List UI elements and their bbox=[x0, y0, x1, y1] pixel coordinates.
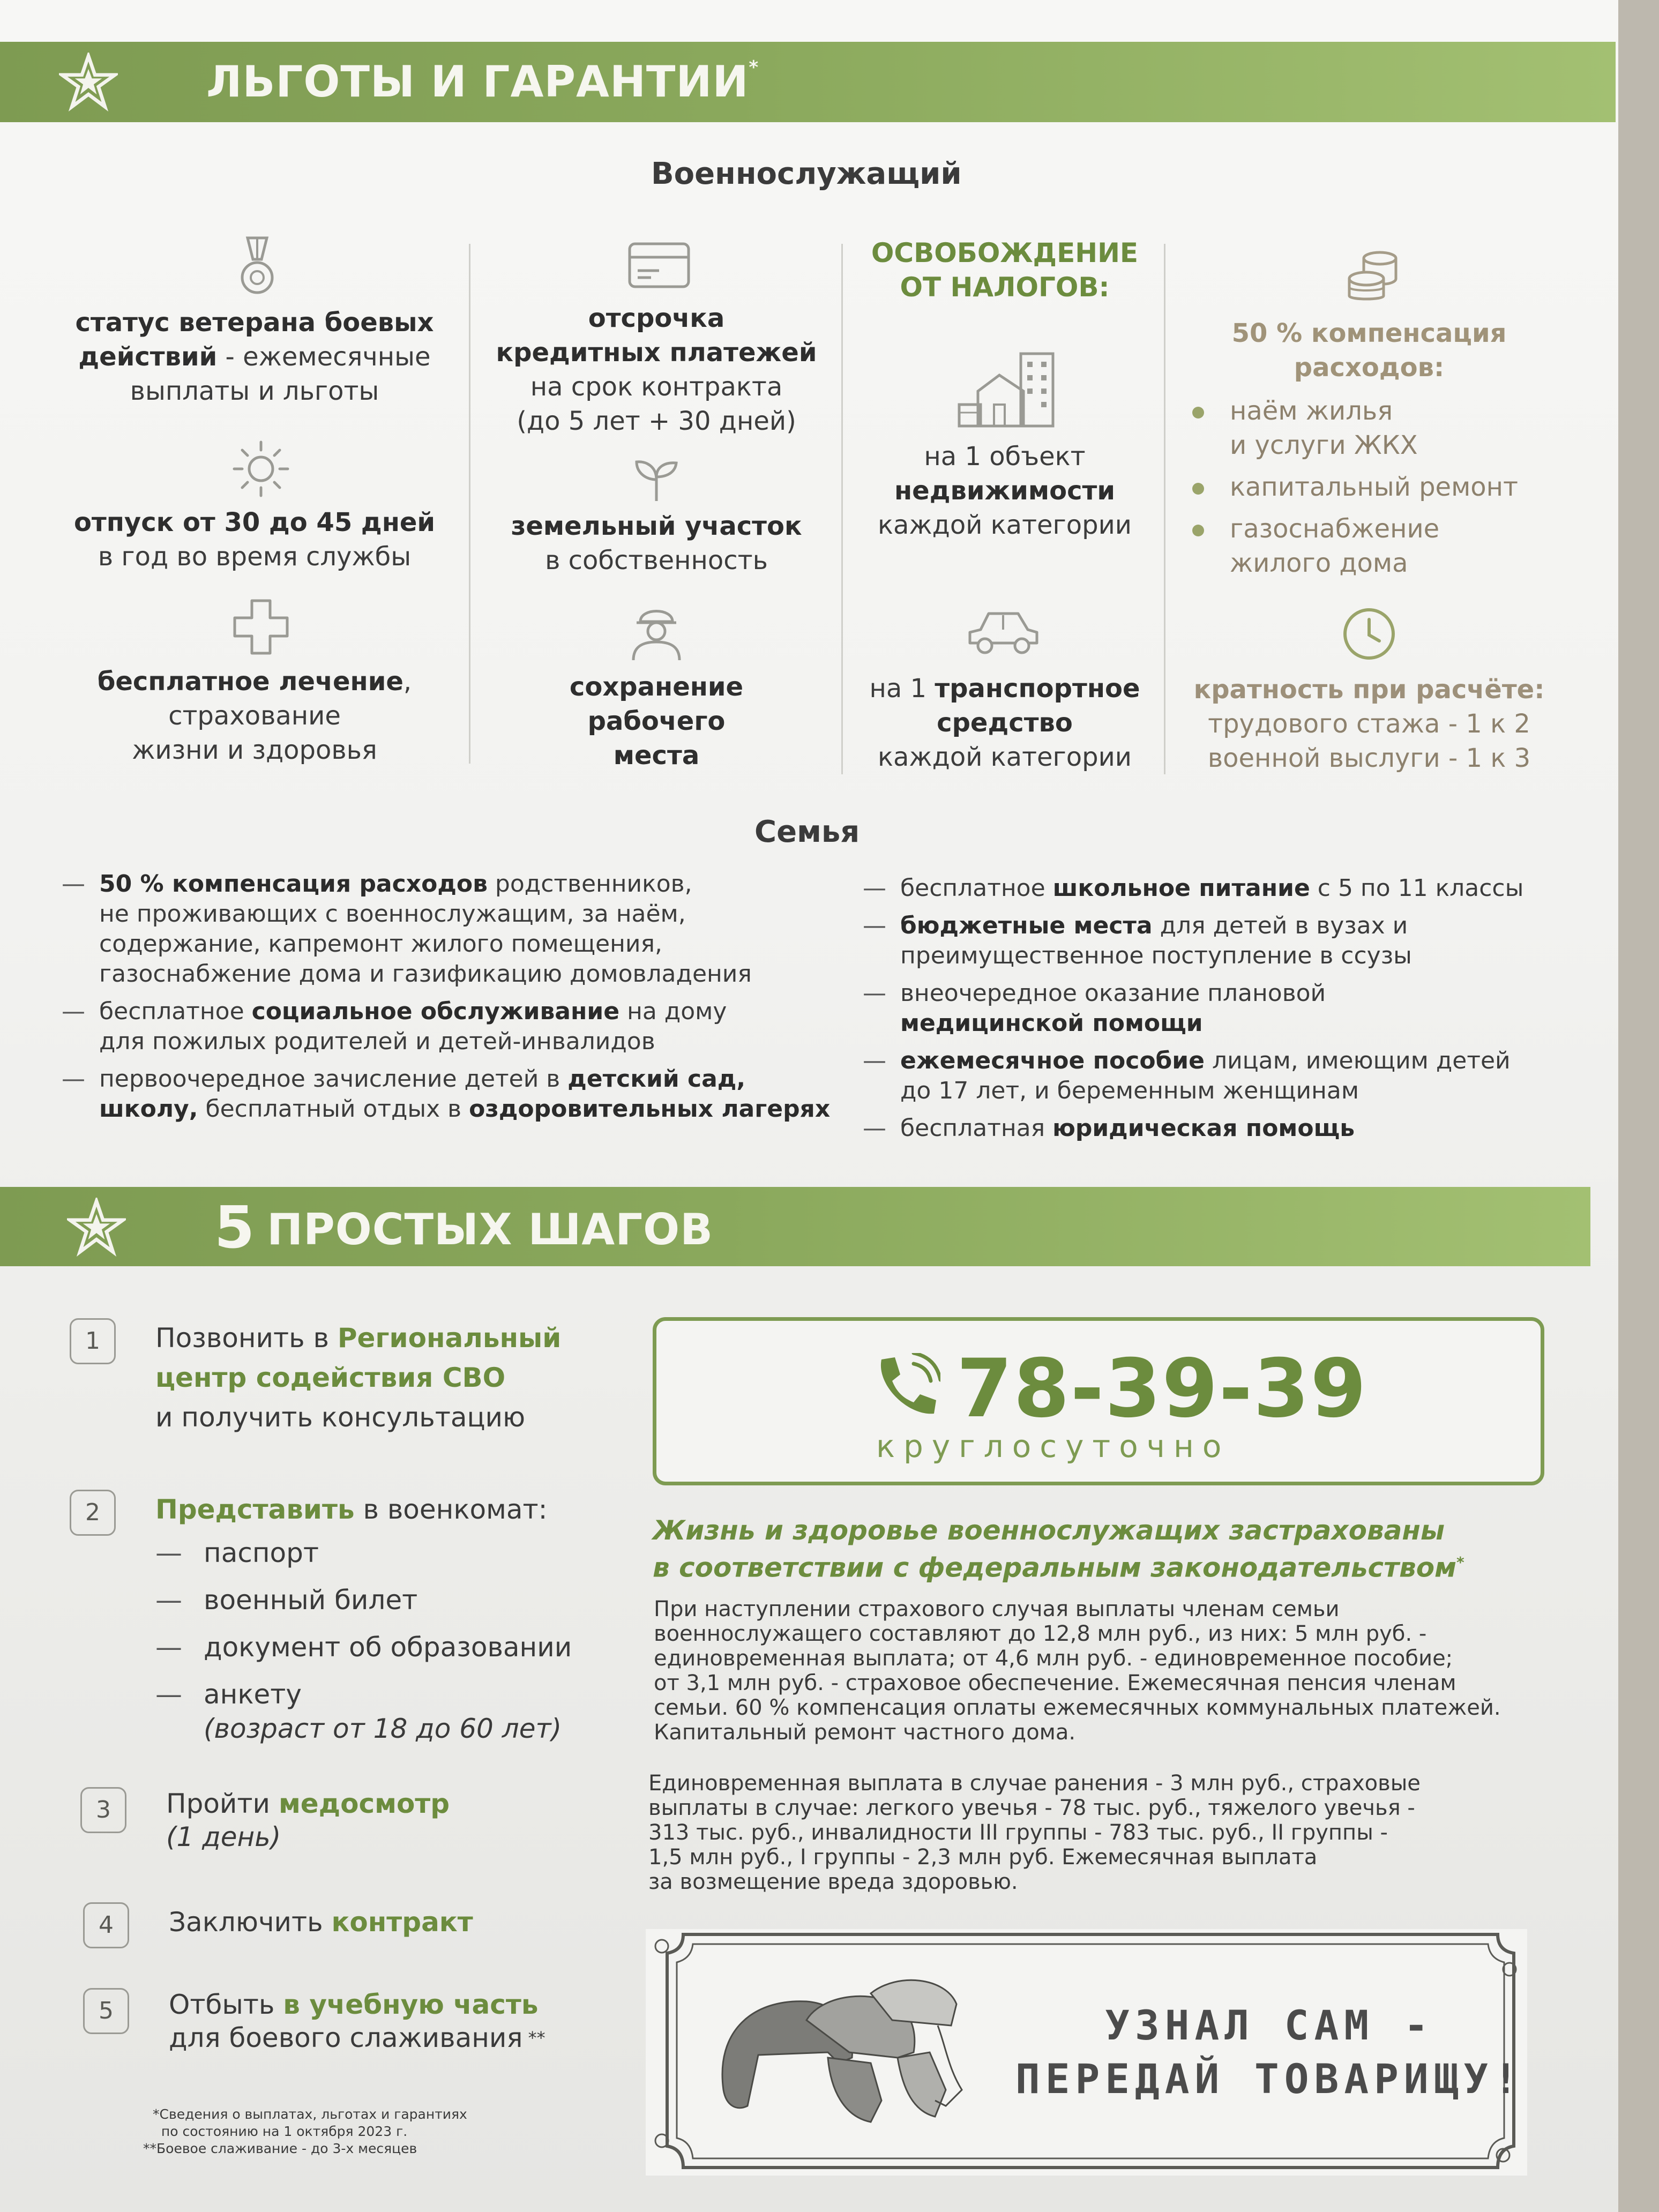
real-estate-icon bbox=[956, 351, 1064, 429]
step-text: Заключить контракт bbox=[169, 1907, 473, 1938]
step-text: Пройти медосмотр (1 день) bbox=[166, 1788, 450, 1852]
footnotes: *Сведения о выплатах, льготах и гарантиях по состоянию на 1 октября 2023 г. **Боевое слаживание - до 3-х месяцев bbox=[143, 2106, 467, 2156]
family-benefit-item: — бесплатная юридическая помощь bbox=[863, 1114, 1523, 1144]
hotline-number[interactable]: 78-39-39 bbox=[956, 1342, 1367, 1436]
step-number: 1 bbox=[70, 1318, 116, 1364]
share-poster bbox=[646, 1929, 1527, 2176]
document-item: — документ об образовании bbox=[155, 1624, 572, 1671]
coins-icon bbox=[1342, 246, 1401, 305]
document-item: — паспорт bbox=[155, 1529, 572, 1576]
document-item: — анкету (возраст от 18 до 60 лет) bbox=[155, 1677, 572, 1746]
star-icon bbox=[59, 53, 118, 111]
insurance-paragraph-1: При наступлении страхового случая выплаты членам семьи военнослужащего составляют до 12,8 млн руб., из них: 5 млн руб. - единовременная выплата; от 4,6 млн руб. - единовременное пособие; от 3,1 млн руб. - страховое обеспечение. Ежемесячная пенсия членам семьи. 60 % компенсация оплаты ежемесячных коммунальных платежей. Капитальный ремонт частного дома. bbox=[654, 1597, 1501, 1745]
service-ratio-text: кратность при расчёте: трудового стажа - 1 к 2 военной выслуги - 1 к 3 bbox=[1193, 675, 1545, 773]
veteran-status-text: статус ветерана боевых действий - ежемесячные выплаты и льготы bbox=[75, 308, 434, 406]
vehicle-exemption-text: на 1 транспортное средство каждой категории bbox=[869, 674, 1140, 772]
step-number: 3 bbox=[80, 1787, 126, 1833]
family-benefit-item: — бесплатное школьное питание с 5 по 11 классы bbox=[863, 873, 1523, 903]
step-2 bbox=[70, 1490, 632, 1758]
compensation-item: капитальный ремонт bbox=[1192, 470, 1518, 504]
step-number: 2 bbox=[70, 1490, 116, 1536]
benefits-title: ЛЬГОТЫ И ГАРАНТИИ* bbox=[206, 57, 759, 107]
worker-icon bbox=[627, 601, 686, 661]
documents-list bbox=[155, 1529, 572, 1746]
car-icon bbox=[965, 606, 1042, 659]
family-benefits-right bbox=[863, 873, 1523, 1151]
step-5 bbox=[83, 1988, 646, 2074]
compensation-item: наём жилья и услуги ЖКХ bbox=[1192, 394, 1518, 462]
medical-cross-icon bbox=[231, 597, 290, 656]
family-benefits-left bbox=[62, 869, 830, 1132]
step-text: Позвонить в Региональный центр содействия СВО и получить консультацию bbox=[155, 1322, 562, 1433]
poster-slogan: УЗНАЛ САМ - ПЕРЕДАЙ ТОВАРИЩУ! bbox=[1015, 2001, 1523, 2103]
hotline-box bbox=[653, 1317, 1544, 1485]
insurance-title: Жизнь и здоровье военнослужащих застрахованы в соответствии с федеральным законодательством* bbox=[653, 1515, 1464, 1583]
steps-header-band bbox=[0, 1187, 1590, 1266]
medal-icon bbox=[236, 236, 279, 297]
realty-exemption-text: на 1 объект недвижимости каждой категории bbox=[878, 442, 1132, 540]
soldiers-illustration bbox=[722, 1980, 962, 2122]
step-4 bbox=[83, 1902, 646, 1956]
family-benefit-item: — ежемесячное пособие лицам, имеющим детей до 17 лет, и беременным женщинам bbox=[863, 1046, 1523, 1106]
sun-icon bbox=[231, 439, 290, 498]
step-3 bbox=[80, 1787, 643, 1873]
job-retention-text: сохранение рабочего места bbox=[569, 672, 744, 771]
step-text: Отбыть в учебную часть для боевого слаживания ** bbox=[169, 1989, 545, 2053]
family-benefit-item: — бесплатное социальное обслуживание на дому для пожилых родителей и детей-инвалидов bbox=[62, 997, 830, 1057]
star-icon bbox=[67, 1198, 126, 1257]
phone-icon bbox=[871, 1353, 940, 1423]
column-divider bbox=[469, 244, 470, 764]
compensation-list bbox=[1192, 394, 1518, 588]
tax-exemption-title: ОСВОБОЖДЕНИЕ ОТ НАЛОГОВ: bbox=[871, 237, 1139, 303]
document-item: — военный билет bbox=[155, 1576, 572, 1624]
family-benefit-item: — внеочередное оказание плановой медицинской помощи bbox=[863, 978, 1523, 1038]
credit-card-icon bbox=[627, 241, 691, 289]
family-benefit-item: — 50 % компенсация расходов родственников, не проживающих с военнослужащим, за наём, содержание, капремонт жилого помещения, газоснабжение дома и газификацию домовладения bbox=[62, 869, 830, 989]
family-heading: Семья bbox=[754, 814, 860, 849]
free-treatment-text: бесплатное лечение, страхование жизни и здоровья bbox=[97, 667, 412, 765]
vacation-text: отпуск от 30 до 45 дней в год во время службы bbox=[73, 507, 436, 572]
step-number: 4 bbox=[83, 1902, 129, 1948]
benefits-header-band bbox=[0, 42, 1616, 122]
step-text: Представить в военкомат: — паспорт — военный билет — документ об образовании — анкету (возраст от 18 до 60 лет) bbox=[155, 1490, 572, 1746]
servicemen-heading: Военнослужащий bbox=[651, 156, 962, 191]
column-divider bbox=[841, 244, 843, 774]
sprout-icon bbox=[632, 455, 681, 504]
family-benefit-item: — первоочередное зачисление детей в детский сад, школу, бесплатный отдых в оздоровительных лагерях bbox=[62, 1064, 830, 1124]
column-divider bbox=[1164, 244, 1165, 774]
credit-deferral-text: отсрочка кредитных платежей на срок контракта (до 5 лет + 30 дней) bbox=[496, 303, 817, 436]
step-number: 5 bbox=[83, 1988, 129, 2034]
land-plot-text: земельный участок в собственность bbox=[511, 511, 802, 576]
family-benefit-item: — бюджетные места для детей в вузах и преимущественное поступление в ссузы bbox=[863, 911, 1523, 971]
hotline-availability: круглосуточно bbox=[876, 1428, 1230, 1464]
step-1 bbox=[70, 1318, 632, 1447]
clock-icon bbox=[1340, 604, 1399, 663]
steps-title: 5 ПРОСТЫХ ШАГОВ bbox=[214, 1194, 714, 1261]
compensation-item: газоснабжение жилого дома bbox=[1192, 512, 1518, 580]
compensation-title: 50 % компенсация расходов: bbox=[1231, 318, 1507, 383]
insurance-paragraph-2: Единовременная выплата в случае ранения - 3 млн руб., страховые выплаты в случае: легкого увечья - 78 тыс. руб., тяжелого увечья - 313 тыс. руб., инвалидности III группы - 783 тыс. руб., II группы - 1,5 млн руб., I группы - 2,3 млн руб. Ежемесячная выплата за возмещение вреда здоровью. bbox=[648, 1771, 1421, 1894]
